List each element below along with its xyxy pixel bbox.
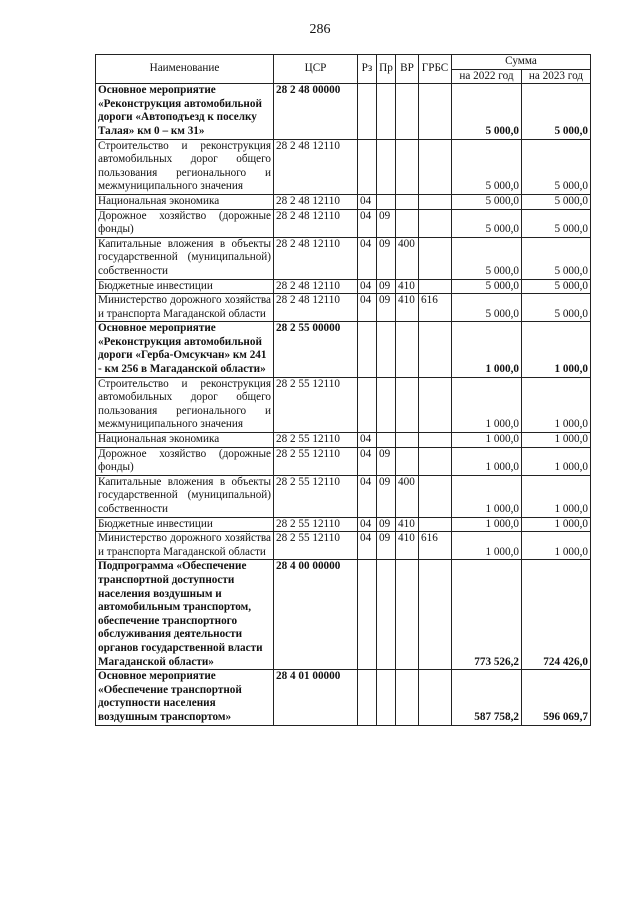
cell-rz: 04 [358,237,377,279]
cell-grbs [419,433,452,448]
budget-table [95,54,591,726]
cell-name: Дорожное хозяйство (дорожные фонды) [96,447,274,475]
cell-sum-2022: 773 526,2 [452,560,522,670]
cell-rz: 04 [358,194,377,209]
cell-csr: 28 2 48 00000 [274,84,358,139]
cell-sum-2023: 5 000,0 [522,237,591,279]
cell-pr: 09 [377,532,396,560]
table-row [96,475,591,517]
cell-pr: 09 [377,517,396,532]
cell-sum-2022: 5 000,0 [452,139,522,194]
cell-name: Дорожное хозяйство (дорожные фонды) [96,209,274,237]
table-row [96,377,591,432]
cell-sum-2023: 1 000,0 [522,377,591,432]
cell-sum-2022: 1 000,0 [452,517,522,532]
cell-vr: 410 [396,279,419,294]
cell-pr: 09 [377,237,396,279]
cell-name: Капитальные вложения в объекты государственной (муниципальной) собственности [96,475,274,517]
cell-sum-2022: 5 000,0 [452,237,522,279]
table-row [96,670,591,725]
cell-sum-2023: 1 000,0 [522,532,591,560]
table-row [96,532,591,560]
cell-sum-2023: 5 000,0 [522,194,591,209]
table-row [96,194,591,209]
cell-grbs [419,279,452,294]
cell-vr: 400 [396,237,419,279]
cell-grbs [419,209,452,237]
cell-vr [396,209,419,237]
cell-sum-2023: 5 000,0 [522,279,591,294]
table-row [96,447,591,475]
cell-name: Бюджетные инвестиции [96,517,274,532]
cell-csr: 28 2 55 12110 [274,517,358,532]
cell-vr [396,322,419,377]
page-number: 286 [309,22,331,37]
cell-vr [396,447,419,475]
cell-rz: 04 [358,532,377,560]
cell-grbs [419,237,452,279]
cell-sum-2023: 5 000,0 [522,209,591,237]
cell-rz: 04 [358,517,377,532]
cell-rz [358,322,377,377]
cell-pr [377,139,396,194]
cell-sum-2023: 5 000,0 [522,139,591,194]
cell-name: Строительство и реконструкция автомобильных дорог общего пользования регионального и межмуниципального значения [96,139,274,194]
cell-vr: 410 [396,532,419,560]
cell-pr [377,194,396,209]
cell-name: Национальная экономика [96,433,274,448]
cell-sum-2023: 1 000,0 [522,447,591,475]
cell-name: Министерство дорожного хозяйства и транспорта Магаданской области [96,294,274,322]
cell-grbs [419,670,452,725]
cell-vr [396,194,419,209]
cell-grbs [419,475,452,517]
cell-csr: 28 4 01 00000 [274,670,358,725]
table-row [96,279,591,294]
cell-pr: 09 [377,294,396,322]
cell-csr: 28 2 55 12110 [274,447,358,475]
header-csr: ЦСР [274,55,358,84]
cell-pr [377,322,396,377]
cell-name: Подпрограмма «Обеспечение транспортной доступности населения воздушным и автомобильным транспортом, обеспечение транспортного обслуживания деятельности органов государственной власти Магаданской области» [96,560,274,670]
cell-sum-2023: 724 426,0 [522,560,591,670]
cell-vr [396,377,419,432]
cell-grbs: 616 [419,294,452,322]
cell-sum-2022: 5 000,0 [452,209,522,237]
header-year-2023: на 2023 год [522,69,591,84]
cell-vr: 400 [396,475,419,517]
cell-pr [377,84,396,139]
cell-pr: 09 [377,279,396,294]
header-grbs: ГРБС [419,55,452,84]
cell-rz: 04 [358,279,377,294]
cell-rz: 04 [358,433,377,448]
header-pr: Пр [377,55,396,84]
table-row [96,517,591,532]
cell-rz [358,84,377,139]
cell-name: Основное мероприятие «Обеспечение транспортной доступности населения воздушным транспортом» [96,670,274,725]
cell-sum-2023: 1 000,0 [522,475,591,517]
cell-sum-2022: 5 000,0 [452,84,522,139]
cell-sum-2022: 1 000,0 [452,447,522,475]
cell-csr: 28 2 48 12110 [274,294,358,322]
cell-vr [396,670,419,725]
cell-name: Национальная экономика [96,194,274,209]
header-rz: Рз [358,55,377,84]
cell-csr: 28 2 48 12110 [274,194,358,209]
cell-vr: 410 [396,294,419,322]
table-row [96,560,591,670]
header-year-2022: на 2022 год [452,69,522,84]
cell-rz: 04 [358,209,377,237]
table-row [96,237,591,279]
cell-grbs [419,139,452,194]
cell-grbs [419,322,452,377]
cell-sum-2022: 587 758,2 [452,670,522,725]
cell-pr: 09 [377,209,396,237]
cell-grbs [419,447,452,475]
cell-name: Основное мероприятие «Реконструкция автомобильной дороги «Герба-Омсукчан» км 241 - км 256 в Магаданской области» [96,322,274,377]
cell-rz: 04 [358,475,377,517]
cell-pr [377,560,396,670]
table-body [96,84,591,725]
cell-csr: 28 2 48 12110 [274,139,358,194]
cell-sum-2023: 5 000,0 [522,294,591,322]
cell-sum-2023: 5 000,0 [522,84,591,139]
cell-csr: 28 2 48 12110 [274,209,358,237]
cell-sum-2022: 1 000,0 [452,433,522,448]
cell-pr [377,377,396,432]
cell-vr [396,139,419,194]
cell-grbs [419,84,452,139]
cell-sum-2023: 1 000,0 [522,517,591,532]
cell-csr: 28 2 48 12110 [274,237,358,279]
cell-pr [377,433,396,448]
cell-sum-2022: 1 000,0 [452,322,522,377]
header-sum: Сумма [452,55,591,70]
cell-sum-2022: 5 000,0 [452,294,522,322]
table-row [96,433,591,448]
cell-rz: 04 [358,294,377,322]
cell-grbs [419,194,452,209]
cell-csr: 28 4 00 00000 [274,560,358,670]
cell-grbs [419,517,452,532]
cell-csr: 28 2 55 12110 [274,433,358,448]
cell-name: Бюджетные инвестиции [96,279,274,294]
table-row [96,322,591,377]
cell-name: Министерство дорожного хозяйства и транспорта Магаданской области [96,532,274,560]
cell-sum-2022: 1 000,0 [452,532,522,560]
table-row [96,84,591,139]
cell-sum-2022: 1 000,0 [452,475,522,517]
table-row [96,294,591,322]
cell-csr: 28 2 48 12110 [274,279,358,294]
cell-rz: 04 [358,447,377,475]
cell-sum-2022: 1 000,0 [452,377,522,432]
cell-name: Основное мероприятие «Реконструкция автомобильной дороги «Автоподъезд к поселку Талая» км 0 – км 31» [96,84,274,139]
cell-sum-2022: 5 000,0 [452,194,522,209]
header-name: Наименование [96,55,274,84]
header-vr: ВР [396,55,419,84]
cell-name: Строительство и реконструкция автомобильных дорог общего пользования регионального и межмуниципального значения [96,377,274,432]
table-row [96,139,591,194]
cell-grbs: 616 [419,532,452,560]
cell-rz [358,139,377,194]
cell-pr [377,670,396,725]
cell-grbs [419,560,452,670]
cell-vr [396,433,419,448]
cell-csr: 28 2 55 12110 [274,532,358,560]
cell-pr: 09 [377,447,396,475]
cell-rz [358,377,377,432]
cell-csr: 28 2 55 00000 [274,322,358,377]
cell-pr: 09 [377,475,396,517]
cell-csr: 28 2 55 12110 [274,475,358,517]
cell-csr: 28 2 55 12110 [274,377,358,432]
cell-sum-2022: 5 000,0 [452,279,522,294]
cell-rz [358,560,377,670]
cell-sum-2023: 1 000,0 [522,433,591,448]
cell-vr [396,84,419,139]
table-row [96,209,591,237]
cell-sum-2023: 1 000,0 [522,322,591,377]
cell-vr [396,560,419,670]
cell-sum-2023: 596 069,7 [522,670,591,725]
cell-grbs [419,377,452,432]
cell-vr: 410 [396,517,419,532]
cell-name: Капитальные вложения в объекты государственной (муниципальной) собственности [96,237,274,279]
cell-rz [358,670,377,725]
